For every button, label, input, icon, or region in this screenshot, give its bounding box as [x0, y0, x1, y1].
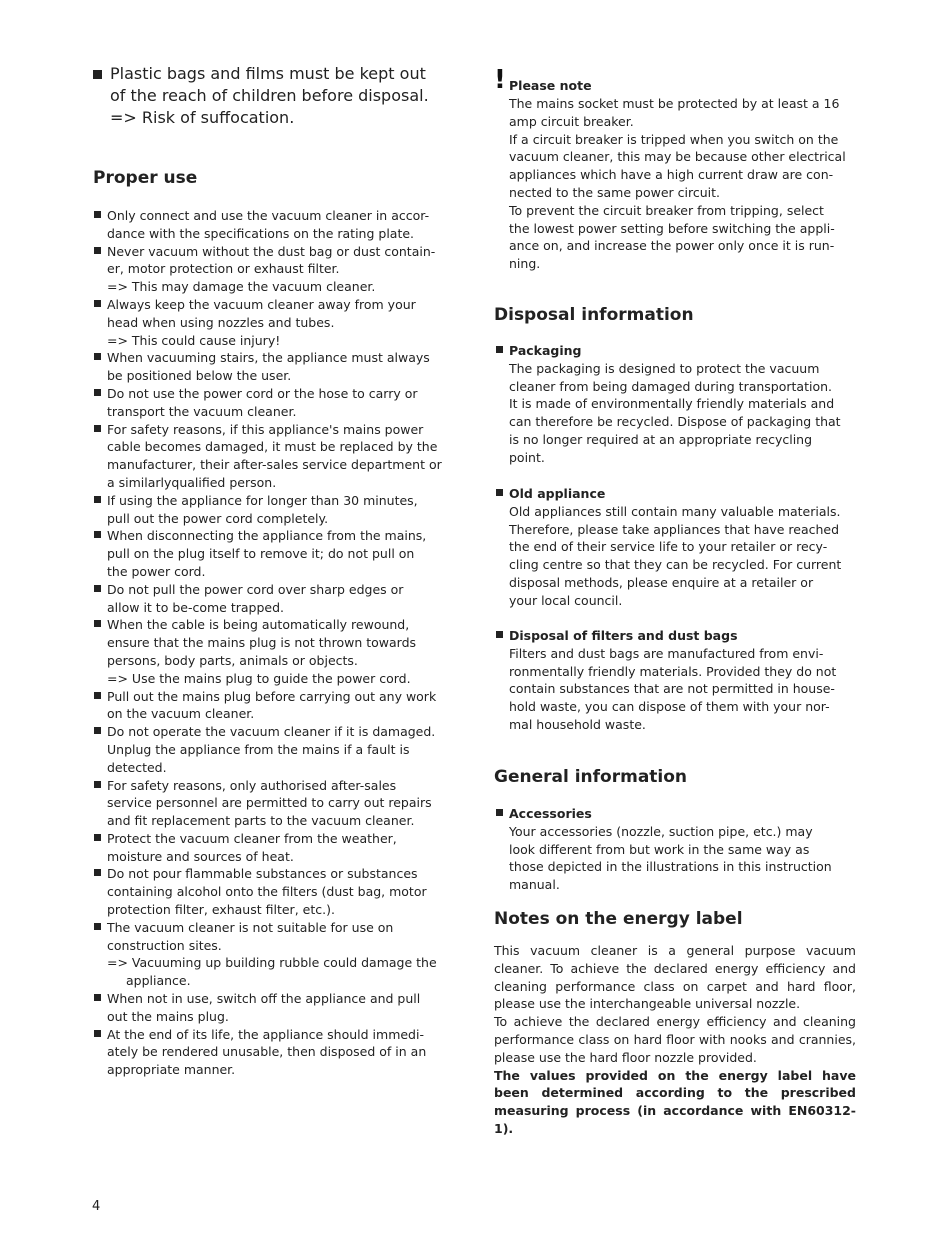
item-line: Never vacuum without the dust bag or dust contain- — [107, 243, 436, 259]
proper-use-list — [93, 207, 458, 1079]
old-appliance-section — [494, 485, 858, 610]
proper-use-item — [93, 830, 458, 866]
bullet-square-icon — [94, 994, 101, 1001]
proper-use-item — [93, 207, 458, 243]
proper-use-item — [93, 1026, 458, 1079]
item-line: => This may damage the vacuum cleaner. — [107, 279, 376, 295]
item-line: er, motor protection or exhaust filter. — [107, 261, 340, 277]
proper-use-item — [93, 385, 458, 421]
bullet-square-icon — [94, 353, 101, 360]
packaging-title: Packaging — [509, 343, 582, 358]
item-line: head when using nozzles and tubes. — [107, 314, 335, 330]
item-line: Unplug the appliance from the mains if a fault is — [107, 741, 410, 757]
item-line: pull on the plug itself to remove it; do not pull on — [107, 546, 415, 562]
item-line: => This could cause injury! — [107, 332, 281, 348]
text-line: manual. — [509, 877, 560, 893]
bullet-square-icon — [94, 869, 101, 876]
text-line: Filters and dust bags are manufactured from envi- — [509, 645, 824, 661]
item-line: detected. — [107, 759, 167, 775]
text-line: is no longer required at an appropriate recycling — [509, 431, 813, 447]
warning-line: Plastic bags and films must be kept out — [110, 64, 426, 83]
text-line: point. — [509, 449, 545, 465]
bullet-square-icon — [94, 1030, 101, 1037]
bullet-square-icon — [94, 247, 101, 254]
energy-paragraph: This vacuum cleaner is a general purpose vacuum cleaner. To achieve the declared energy efficiency and cleaning performance class on carpet and hard floor, please use the interchangeable universal nozzle. — [494, 943, 856, 1012]
warning-line: of the reach of children before disposal. — [110, 86, 429, 105]
bullet-square-icon — [94, 531, 101, 538]
text-line: the end of their service life to your retailer or recy- — [509, 539, 828, 555]
text-line: can therefore be recycled. Dispose of packaging that — [509, 414, 841, 430]
item-line: ately be rendered unusable, then disposed of in an — [107, 1044, 427, 1060]
accessories-section — [494, 805, 858, 894]
item-line: persons, body parts, animals or objects. — [107, 652, 358, 668]
proper-use-item — [93, 777, 458, 830]
item-line: appropriate manner. — [107, 1062, 236, 1078]
proper-use-item — [93, 296, 458, 349]
packaging-section — [494, 342, 858, 467]
energy-paragraph: To achieve the declared energy efficiency and cleaning performance class on hard floor with nooks and crannies, please use the hard floor nozzle provided. — [494, 1014, 856, 1065]
text-line: vacuum cleaner, this may be because other electrical — [509, 149, 846, 165]
proper-use-item — [93, 723, 458, 776]
item-line: transport the vacuum cleaner. — [107, 403, 297, 419]
item-line: a similarlyqualified person. — [107, 474, 277, 490]
energy-label-text — [494, 942, 856, 1138]
old-appliance-text — [509, 503, 858, 610]
item-line: Do not pull the power cord over sharp edges or — [107, 581, 404, 597]
text-line: look different from but work in the same way as — [509, 841, 810, 857]
bullet-square-icon — [496, 489, 503, 496]
disposal-heading: Disposal information — [494, 305, 694, 325]
text-line: To prevent the circuit breaker from tripping, select — [509, 202, 824, 218]
text-line: cling centre so that they can be recycled. For current — [509, 557, 842, 573]
text-line: contain substances that are not permitted in house- — [509, 681, 835, 697]
item-line: construction sites. — [107, 937, 222, 953]
warning-line: => Risk of suffocation. — [110, 108, 295, 127]
item-line: When vacuuming stairs, the appliance must always — [107, 350, 430, 366]
text-line: The packaging is designed to protect the vacuum — [509, 360, 820, 376]
item-line: allow it to be-come trapped. — [107, 599, 284, 615]
bullet-square-icon — [94, 620, 101, 627]
item-line: Pull out the mains plug before carrying out any work — [107, 688, 437, 704]
filters-section — [494, 627, 858, 734]
item-line: the power cord. — [107, 563, 206, 579]
suffocation-warning — [93, 63, 458, 129]
bullet-square-icon — [94, 389, 101, 396]
bullet-square-icon — [496, 631, 503, 638]
text-line: Your accessories (nozzle, suction pipe, etc.) may — [509, 823, 813, 839]
item-line: Always keep the vacuum cleaner away from your — [107, 296, 416, 312]
proper-use-item — [93, 243, 458, 296]
item-line: protection filter, exhaust filter, etc.). — [107, 902, 335, 918]
bullet-square-icon — [94, 211, 101, 218]
bullet-square-icon — [94, 585, 101, 592]
energy-label-heading: Notes on the energy label — [494, 909, 743, 929]
filters-text — [509, 645, 858, 734]
bullet-square-icon — [94, 496, 101, 503]
bullet-square-icon — [94, 692, 101, 699]
proper-use-item — [93, 421, 458, 492]
text-line: the lowest power setting before switching the appli- — [509, 220, 835, 236]
text-line: your local council. — [509, 592, 623, 608]
item-line: on the vacuum cleaner. — [107, 706, 255, 722]
energy-paragraph-bold: The values provided on the energy label have been determined according to the prescribed measuring process (in accordance with EN60312-1). — [494, 1067, 856, 1136]
item-line: Do not use the power cord or the hose to carry or — [107, 385, 418, 401]
item-line: For safety reasons, only authorised after-sales — [107, 777, 397, 793]
bullet-square-icon — [94, 834, 101, 841]
item-line: be positioned below the user. — [107, 368, 292, 384]
item-line: => Vacuuming up building rubble could damage the appliance. — [107, 955, 437, 989]
text-line: It is made of environmentally friendly materials and — [509, 396, 835, 412]
proper-use-item — [93, 492, 458, 528]
proper-use-item — [93, 581, 458, 617]
item-line: When disconnecting the appliance from the mains, — [107, 528, 427, 544]
proper-use-item — [93, 688, 458, 724]
packaging-text — [509, 360, 858, 467]
please-note-title: Please note — [509, 78, 592, 93]
item-line: At the end of its life, the appliance should immedi- — [107, 1026, 424, 1042]
proper-use-item — [93, 990, 458, 1026]
old-appliance-title: Old appliance — [509, 486, 606, 501]
bullet-square-icon — [93, 70, 102, 79]
item-line: manufacturer, their after-sales service department or — [107, 457, 442, 473]
accessories-text — [509, 823, 858, 894]
bullet-square-icon — [94, 425, 101, 432]
proper-use-heading: Proper use — [93, 168, 198, 188]
text-line: ance on, and increase the power only once it is run- — [509, 238, 835, 254]
bullet-square-icon — [94, 727, 101, 734]
item-line: moisture and sources of heat. — [107, 848, 294, 864]
item-line: Do not operate the vacuum cleaner if it is damaged. — [107, 724, 436, 740]
text-line: mal household waste. — [509, 716, 646, 732]
text-line: ning. — [509, 256, 541, 272]
text-line: The mains socket must be protected by at least a 16 — [509, 96, 840, 111]
item-line: Protect the vacuum cleaner from the weather, — [107, 830, 397, 846]
exclamation-icon: ! — [494, 65, 506, 95]
bullet-square-icon — [496, 809, 503, 816]
item-line: => Use the mains plug to guide the power cord. — [107, 670, 411, 686]
text-line: hold waste, you can dispose of them with your nor- — [509, 699, 830, 715]
proper-use-item — [93, 919, 458, 990]
text-line: amp circuit breaker. — [509, 113, 634, 129]
bullet-square-icon — [496, 346, 503, 353]
item-line: When not in use, switch off the appliance and pull — [107, 991, 421, 1007]
text-line: cleaner from being damaged during transportation. — [509, 378, 833, 394]
text-line: If a circuit breaker is tripped when you switch on the — [509, 131, 839, 147]
text-line: nected to the same power circuit. — [509, 184, 720, 200]
text-line: appliances which have a high current draw are con- — [509, 167, 834, 183]
text-line: Therefore, please take appliances that have reached — [509, 521, 840, 537]
item-line: When the cable is being automatically rewound, — [107, 617, 410, 633]
general-info-heading: General information — [494, 767, 688, 787]
item-line: For safety reasons, if this appliance's mains power — [107, 421, 424, 437]
item-line: cable becomes damaged, it must be replaced by the — [107, 439, 438, 455]
item-line: containing alcohol onto the filters (dust bag, motor — [107, 884, 427, 900]
item-line: Only connect and use the vacuum cleaner in accor- — [107, 208, 430, 223]
item-line: pull out the power cord completely. — [107, 510, 329, 526]
item-line: out the mains plug. — [107, 1008, 229, 1024]
item-line: Do not pour flammable substances or substances — [107, 866, 418, 882]
bullet-square-icon — [94, 781, 101, 788]
proper-use-item — [93, 527, 458, 580]
text-line: ronmentally friendly materials. Provided they do not — [509, 663, 837, 679]
text-line: disposal methods, please enquire at a retailer or — [509, 574, 814, 590]
item-line: service personnel are permitted to carry out repairs — [107, 795, 432, 811]
item-line: If using the appliance for longer than 30 minutes, — [107, 492, 418, 508]
accessories-title: Accessories — [509, 806, 592, 821]
proper-use-item — [93, 349, 458, 385]
item-line: ensure that the mains plug is not thrown towards — [107, 635, 417, 651]
bullet-square-icon — [94, 300, 101, 307]
proper-use-item — [93, 616, 458, 687]
bullet-square-icon — [94, 923, 101, 930]
filters-title: Disposal of filters and dust bags — [509, 628, 738, 643]
item-line: dance with the specifications on the rating plate. — [107, 225, 415, 241]
text-line: Old appliances still contain many valuable materials. — [509, 503, 841, 519]
item-line: The vacuum cleaner is not suitable for use on — [107, 919, 394, 935]
please-note-text — [509, 95, 859, 273]
item-line: and fit replacement parts to the vacuum cleaner. — [107, 813, 415, 829]
page-number: 4 — [92, 1199, 101, 1214]
proper-use-item — [93, 865, 458, 918]
text-line: those depicted in the illustrations in this instruction — [509, 859, 832, 875]
